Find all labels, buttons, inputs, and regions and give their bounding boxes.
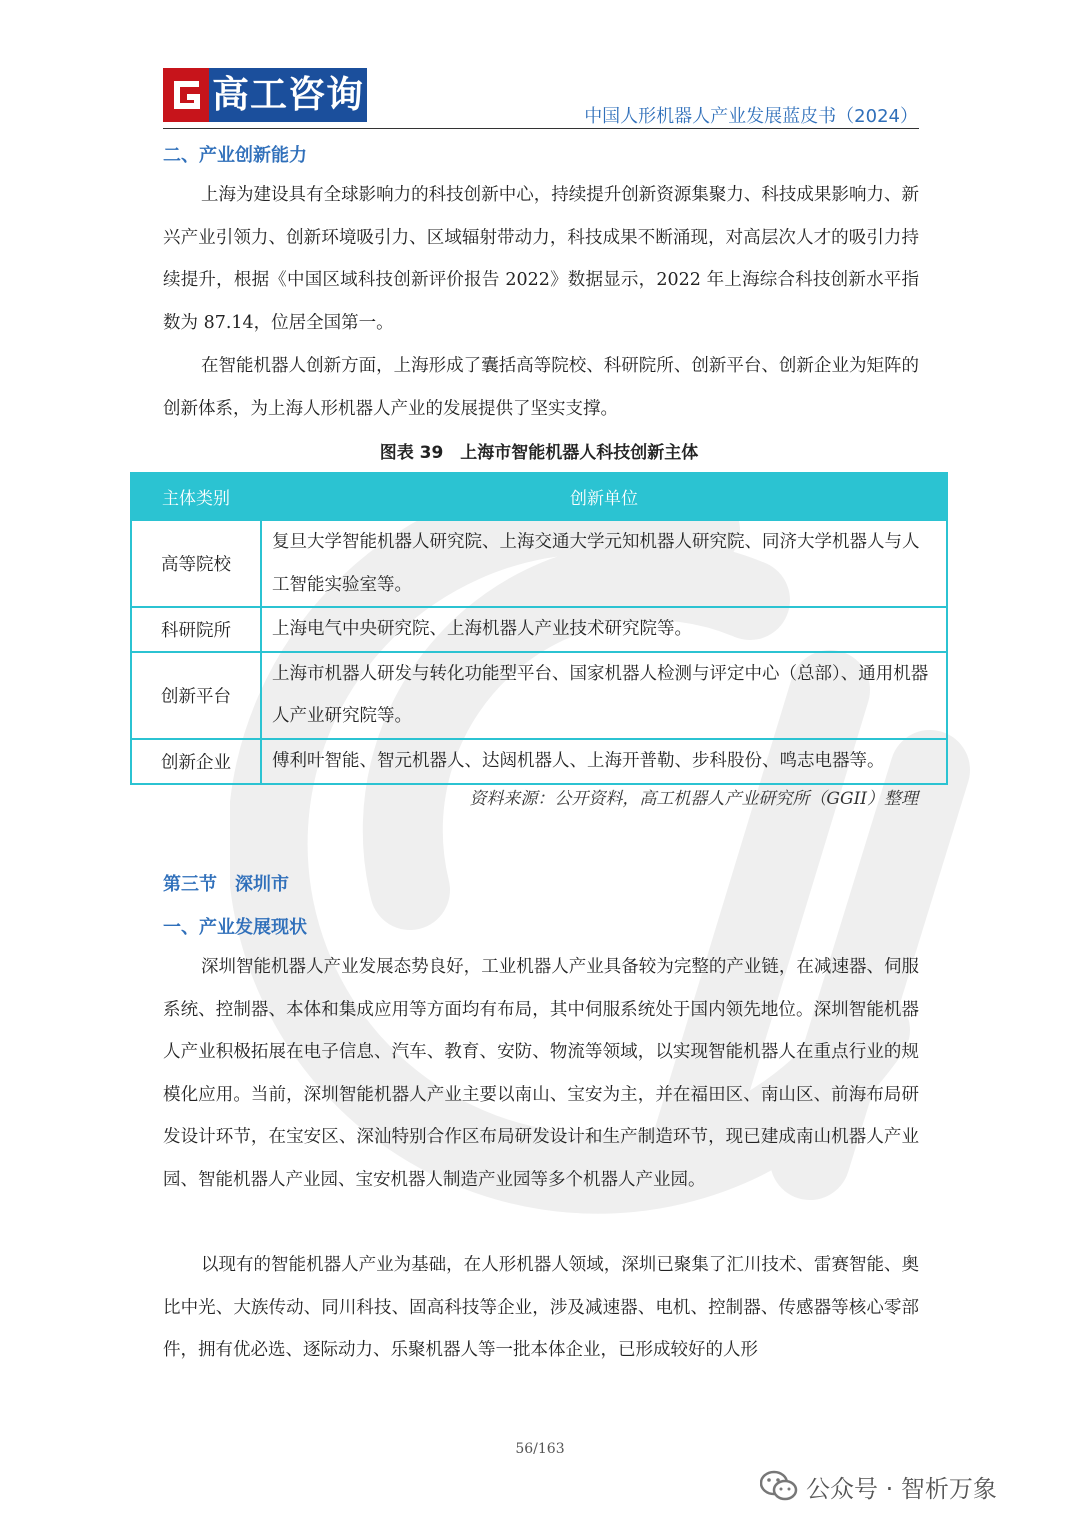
table-row <box>131 520 947 607</box>
column-header: 创新单位 <box>261 473 947 520</box>
table-row <box>131 739 947 784</box>
table-source-note: 资料来源：公开资料，高工机器人产业研究所（GGII）整理 <box>469 789 918 809</box>
table-row <box>131 652 947 739</box>
category-cell: 高等院校 <box>131 520 261 607</box>
column-header: 主体类别 <box>131 473 261 520</box>
units-cell: 复旦大学智能机器人研究院、上海交通大学元知机器人研究院、同济大学机器人与人工智能实验室等。 <box>261 520 947 607</box>
units-cell: 傅利叶智能、智元机器人、达闼机器人、上海开普勒、步科股份、鸣志电器等。 <box>261 739 947 784</box>
wechat-account-name: 公众号 · 智析万象 <box>806 1474 997 1503</box>
logo-text: 高工咨询 <box>209 68 367 122</box>
paragraph: 以现有的智能机器人产业为基础，在人形机器人领域，深圳已聚集了汇川技术、雷赛智能、奥比中光、大族传动、同川科技、固高科技等企业，涉及减速器、电机、控制器、传感器等核心零部件，拥有优必选、逐际动力、乐聚机器人等一批本体企业，已形成较好的人形 <box>163 1255 919 1361</box>
wechat-account-watermark <box>760 1466 997 1506</box>
section-title-shenzhen: 第三节 深圳市 <box>163 874 289 895</box>
units-cell: 上海电气中央研究院、上海机器人产业技术研究院等。 <box>261 607 947 652</box>
category-cell: 创新平台 <box>131 652 261 739</box>
wechat-icon <box>760 1470 798 1502</box>
heading-industry-status: 一、产业发展现状 <box>163 917 307 938</box>
header-divider <box>163 128 919 129</box>
table-row <box>131 607 947 652</box>
document-title: 中国人形机器人产业发展蓝皮书（2024） <box>584 106 918 127</box>
paragraph: 在智能机器人创新方面，上海形成了囊括高等院校、科研院所、创新平台、创新企业为矩阵的创新体系，为上海人形机器人产业的发展提供了坚实支撑。 <box>163 356 919 419</box>
category-cell: 创新企业 <box>131 739 261 784</box>
page-number: 56/163 <box>515 1441 565 1457</box>
category-cell: 科研院所 <box>131 607 261 652</box>
table-caption: 图表 39 上海市智能机器人科技创新主体 <box>379 443 699 463</box>
heading-industry-innovation: 二、产业创新能力 <box>163 145 307 166</box>
logo-g-icon <box>163 68 209 122</box>
paragraph: 上海为建设具有全球影响力的科技创新中心，持续提升创新资源集聚力、科技成果影响力、新兴产业引领力、创新环境吸引力、区域辐射带动力，科技成果不断涌现，对高层次人才的吸引力持续提升，根据《中国区域科技创新评价报告 2022》数据显示，2022 年上海综合科技创新水平指数为 87.14，位居全国第一。 <box>163 185 919 333</box>
units-cell: 上海市机器人研发与转化功能型平台、国家机器人检测与评定中心（总部）、通用机器人产业研究院等。 <box>261 652 947 739</box>
innovation-table <box>130 472 948 785</box>
paragraph: 深圳智能机器人产业发展态势良好，工业机器人产业具备较为完整的产业链，在减速器、伺服系统、控制器、本体和集成应用等方面均有布局，其中伺服系统处于国内领先地位。深圳智能机器人产业积极拓展在电子信息、汽车、教育、安防、物流等领域，以实现智能机器人在重点行业的规模化应用。当前，深圳智能机器人产业主要以南山、宝安为主，并在福田区、南山区、前海布局研发设计环节，在宝安区、深汕特别合作区布局研发设计和生产制造环节，现已建成南山机器人产业园、智能机器人产业园、宝安机器人制造产业园等多个机器人产业园。 <box>163 957 919 1190</box>
gaogong-logo <box>163 68 367 122</box>
table-header-row <box>131 473 947 520</box>
